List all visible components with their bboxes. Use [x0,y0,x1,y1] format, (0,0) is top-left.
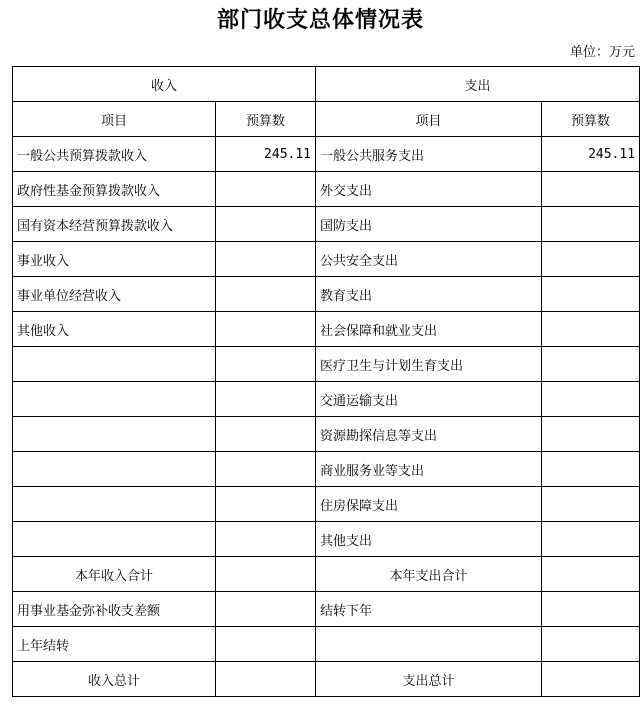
income-item: 国有资本经营预算拨款收入 [13,207,216,242]
income-section-header: 收入 [13,67,316,102]
expense-item: 资源勘探信息等支出 [316,417,542,452]
expense-value [542,487,640,522]
income-grand-total-value [216,662,316,697]
expense-budget-header: 预算数 [542,102,640,137]
expense-item: 其他支出 [316,522,542,557]
empty-cell [316,627,542,662]
table-row [13,312,640,347]
expense-item: 商业服务业等支出 [316,452,542,487]
expense-value: 245.11 [542,137,640,172]
income-year-total-label: 本年收入合计 [13,557,216,592]
income-item [13,452,216,487]
prior-year-row [13,627,640,662]
fund-balance-row [13,592,640,627]
income-item: 其他收入 [13,312,216,347]
carry-forward-next-value [542,592,640,627]
expense-item: 教育支出 [316,277,542,312]
income-value: 245.11 [216,137,316,172]
income-item: 政府性基金预算拨款收入 [13,172,216,207]
income-value [216,242,316,277]
table-row [13,207,640,242]
expense-value [542,277,640,312]
income-item [13,487,216,522]
expense-year-total-label: 本年支出合计 [316,557,542,592]
expense-value [542,312,640,347]
table-row [13,417,640,452]
income-value [216,417,316,452]
table-row [13,522,640,557]
expense-value [542,207,640,242]
income-grand-total-label: 收入总计 [13,662,216,697]
table-row [13,487,640,522]
expense-grand-total-value [542,662,640,697]
expense-grand-total-label: 支出总计 [316,662,542,697]
income-value [216,277,316,312]
expense-item-header: 项目 [316,102,542,137]
unit-label: 单位：万元 [569,45,635,60]
page-title: 部门收支总体情况表 [216,8,424,33]
expense-value [542,522,640,557]
table-row [13,242,640,277]
table-row [13,277,640,312]
empty-cell [542,627,640,662]
expense-value [542,347,640,382]
income-value [216,312,316,347]
income-item [13,522,216,557]
income-value [216,487,316,522]
income-value [216,172,316,207]
income-item [13,347,216,382]
year-total-row [13,557,640,592]
income-item: 事业单位经营收入 [13,277,216,312]
expense-value [542,242,640,277]
expense-item: 住房保障支出 [316,487,542,522]
expense-value [542,417,640,452]
fund-balance-label: 用事业基金弥补收支差额 [13,592,216,627]
income-budget-header: 预算数 [216,102,316,137]
fund-balance-value [216,592,316,627]
table-row [13,137,640,172]
income-value [216,207,316,242]
grand-total-row [13,662,640,697]
table-row [13,172,640,207]
expense-item: 外交支出 [316,172,542,207]
table-row [13,382,640,417]
expense-item: 公共安全支出 [316,242,542,277]
expense-item: 一般公共服务支出 [316,137,542,172]
expense-item: 国防支出 [316,207,542,242]
column-header-row [13,102,640,137]
section-header-row [13,67,640,102]
income-item [13,417,216,452]
budget-table [12,66,640,697]
income-item: 事业收入 [13,242,216,277]
prior-year-carryover-label: 上年结转 [13,627,216,662]
expense-item: 交通运输支出 [316,382,542,417]
table-row [13,347,640,382]
expense-year-total-value [542,557,640,592]
income-item [13,382,216,417]
income-item: 一般公共预算拨款收入 [13,137,216,172]
prior-year-carryover-value [216,627,316,662]
income-value [216,347,316,382]
expense-section-header: 支出 [316,67,640,102]
expense-item: 医疗卫生与计划生育支出 [316,347,542,382]
income-value [216,382,316,417]
expense-value [542,172,640,207]
carry-forward-next-label: 结转下年 [316,592,542,627]
income-item-header: 项目 [13,102,216,137]
expense-value [542,452,640,487]
income-value [216,522,316,557]
expense-value [542,382,640,417]
expense-item: 社会保障和就业支出 [316,312,542,347]
income-year-total-value [216,557,316,592]
table-row [13,452,640,487]
income-value [216,452,316,487]
